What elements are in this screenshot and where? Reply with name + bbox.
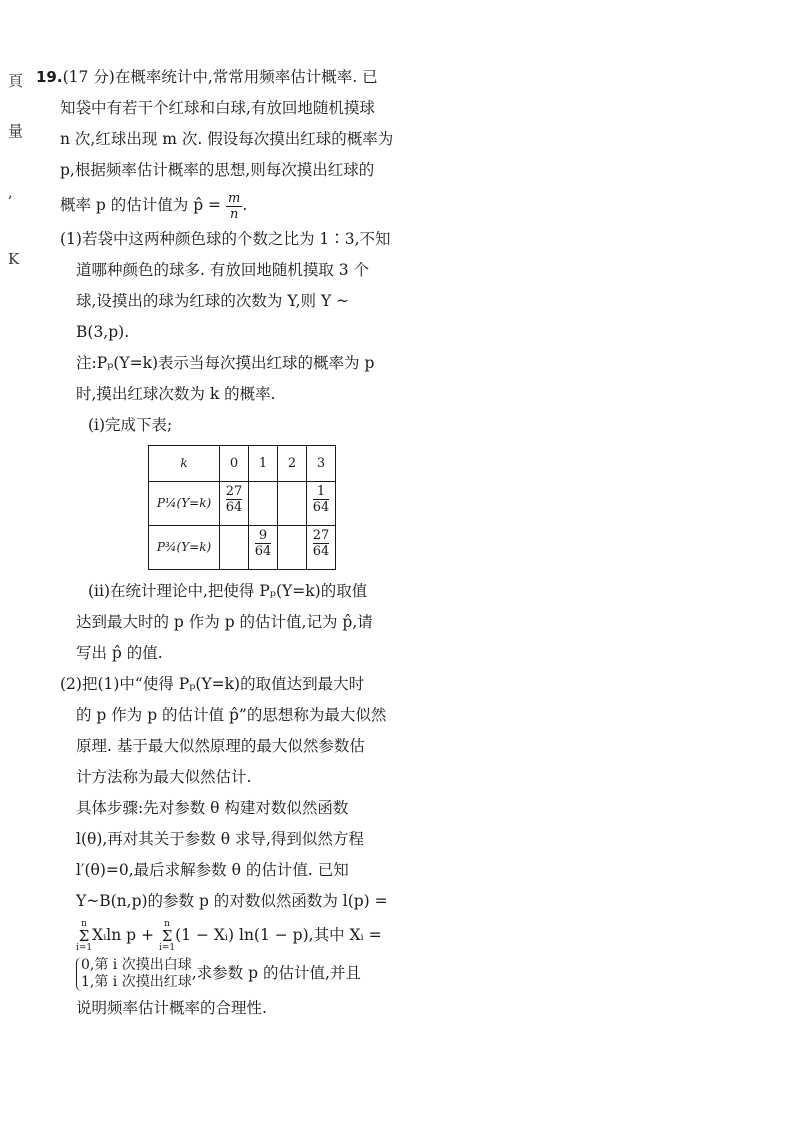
sub-question-ii-line-3: 写出 p̂ 的值. <box>76 644 163 662</box>
cell-numerator: 27 <box>312 528 330 543</box>
cell-quarter-2-blank <box>278 482 307 526</box>
cell-three-quarter-2-blank <box>278 526 307 570</box>
table-header-row <box>149 446 336 482</box>
part1-note-2: 时,摸出红球次数为 k 的概率. <box>76 385 276 403</box>
part2-line-3: 原理. 基于最大似然原理的最大似然参数估 <box>76 737 365 755</box>
margin-mark-2: 量 <box>8 122 24 140</box>
part2-line-6: l(θ),再对其关于参数 θ 求导,得到似然方程 <box>76 830 364 848</box>
cell-denominator: 64 <box>312 500 330 515</box>
cases-line <box>36 953 398 993</box>
estimate-denominator: n <box>229 206 239 222</box>
cell-three-quarter-1 <box>249 526 278 570</box>
table-row <box>149 526 336 570</box>
estimate-suffix: . <box>242 196 248 214</box>
sum-symbol-1: n Σ i=1 <box>76 918 93 953</box>
after-cases-text: ,求参数 p 的估计值,并且 <box>191 964 361 982</box>
estimate-fraction <box>226 191 242 222</box>
case-red: 1,第 i 次摸出红球 <box>81 974 192 990</box>
sum-lower: i=1 <box>158 942 176 953</box>
cell-quarter-3 <box>307 482 336 526</box>
cell-denominator: 64 <box>225 500 243 515</box>
sum-lower: i=1 <box>76 942 93 953</box>
sum-upper: n <box>164 918 170 929</box>
intro-line-3: n 次,红球出现 m 次. 假设每次摸出红球的概率为 <box>60 130 394 148</box>
cell-quarter-1-blank <box>249 482 278 526</box>
formula-part-b: (1 − Xᵢ) ln(1 − p),其中 Xᵢ = <box>175 926 382 944</box>
sub-question-ii-line-1: (ii)在统计理论中,把使得 Pₚ(Y=k)的取值 <box>88 582 368 600</box>
estimate-line <box>36 186 398 224</box>
question-number: 19. <box>36 68 63 86</box>
cell-numerator: 1 <box>313 484 330 500</box>
sum-symbol-2: n Σ i=1 <box>158 918 176 953</box>
part2-line-5: 具体步骤:先对参数 θ 构建对数似然函数 <box>76 799 349 817</box>
cell-three-quarter-0-blank <box>220 526 249 570</box>
likelihood-formula <box>36 917 398 953</box>
cell-quarter-0 <box>220 482 249 526</box>
piecewise-brace <box>76 957 192 991</box>
cell-numerator: 9 <box>255 528 272 544</box>
margin-mark-3: , <box>8 183 13 201</box>
part2-line-7: l′(θ)=0,最后求解参数 θ 的估计值. 已知 <box>76 861 349 879</box>
table-row <box>149 482 336 526</box>
cell-denominator: 64 <box>254 544 272 559</box>
sub-question-i: (i)完成下表; <box>88 416 173 434</box>
part1-note-1: 注:Pₚ(Y=k)表示当每次摸出红球的概率为 p <box>76 354 375 372</box>
part1-line-1: (1)若袋中这两种颜色球的个数之比为 1∶3,不知 <box>60 230 391 248</box>
cell-numerator: 27 <box>225 484 243 499</box>
row-label-quarter: P¼(Y=k) <box>149 482 220 526</box>
part1-line-3: 球,设摸出的球为红球的次数为 Y,则 Y ~ <box>76 292 350 310</box>
question-header <box>36 62 398 93</box>
header-0: 0 <box>220 446 249 482</box>
header-3: 3 <box>307 446 336 482</box>
question-points: (17 分) <box>62 68 115 86</box>
part1-line-4: B(3,p). <box>76 323 130 341</box>
margin-mark-4: K <box>8 250 20 268</box>
margin-mark-1: 頁 <box>8 72 24 90</box>
header-1: 1 <box>249 446 278 482</box>
sub-question-ii-line-2: 达到最大时的 p 作为 p 的估计值,记为 p̂,请 <box>76 613 373 631</box>
cell-denominator: 64 <box>312 544 330 559</box>
intro-line-4: p,根据频率估计概率的思想,则每次摸出红球的 <box>60 161 375 179</box>
intro-line-1: 在概率统计中,常常用频率估计概率. 已 <box>114 68 378 86</box>
probability-table <box>148 445 336 570</box>
row-label-three-quarter: P¾(Y=k) <box>149 526 220 570</box>
formula-part-a: Xᵢln p + <box>92 926 155 944</box>
estimate-prefix: 概率 p 的估计值为 p̂ = <box>60 196 222 214</box>
header-k: k <box>149 446 220 482</box>
final-line: 说明频率估计概率的合理性. <box>76 999 267 1017</box>
intro-line-2: 知袋中有若干个红球和白球,有放回地随机摸球 <box>60 99 375 117</box>
header-2: 2 <box>278 446 307 482</box>
part2-line-2: 的 p 作为 p 的估计值 p̂”的思想称为最大似然 <box>76 706 387 724</box>
part2-line-1: (2)把(1)中“使得 Pₚ(Y=k)的取值达到最大时 <box>60 675 365 693</box>
part2-line-4: 计方法称为最大似然估计. <box>76 768 252 786</box>
case-white: 0,第 i 次摸出白球 <box>81 957 192 973</box>
estimate-numerator: m <box>227 190 241 206</box>
part1-line-2: 道哪种颜色的球多. 有放回地随机摸取 3 个 <box>76 261 370 279</box>
sum-upper: n <box>81 918 87 929</box>
cell-three-quarter-3 <box>307 526 336 570</box>
part2-line-8: Y~B(n,p)的参数 p 的对数似然函数为 l(p) = <box>76 892 388 910</box>
question-19 <box>36 62 398 1024</box>
